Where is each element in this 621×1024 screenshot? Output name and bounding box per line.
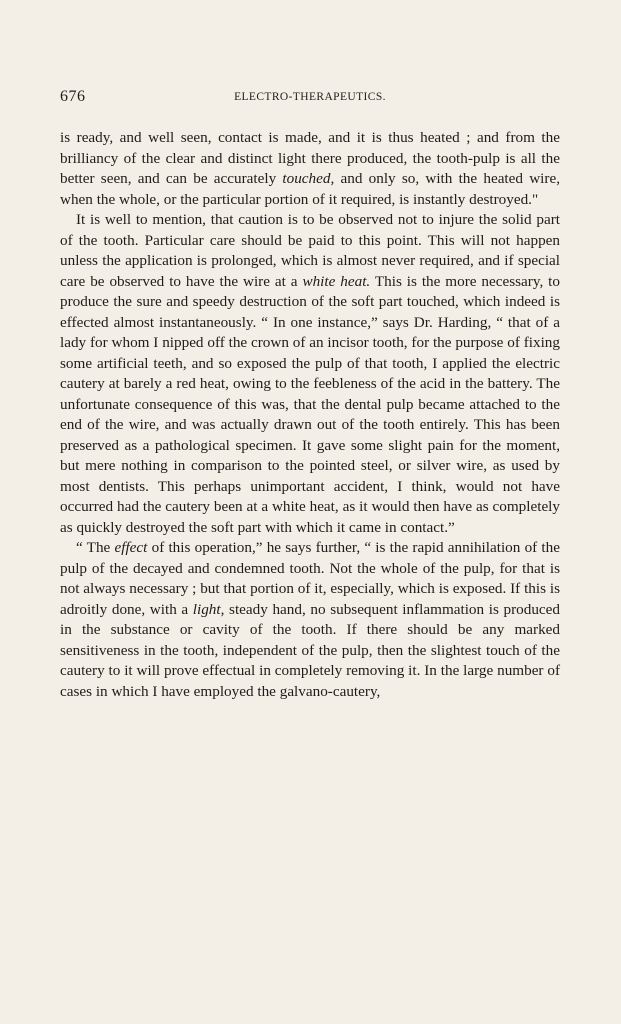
paragraph-3: “ The effect of this operation,” he says further, “ is the rapid annihilation of the pulp of the decayed and condemned tooth. Not the whole of the pulp, for that is not always necessary ; but that portion of it, especially, which is exposed. If this is adroitly done, with a light, steady hand, no subsequent inflammation is produced in the substance or cavity of the tooth. If there should be any marked sensitiveness in the tooth, independent of the pulp, then the slightest touch of the cautery to it will prove effectual in completely removing it. In the large number of cases in which I have employed the galvano-cautery, (60, 539, 560, 700)
page-header (60, 88, 560, 110)
running-head: ELECTRO-THERAPEUTICS. (234, 91, 386, 103)
paragraph-2: It is well to mention, that caution is to be observed not to injure the solid part of the tooth. Particular care should be paid to this point. This will not happen unless the application is prolonged, which is almost never required, and if special care be observed to have the wire at a white heat. This is the more necessary, to produce the sure and speedy destruction of the soft part touched, which indeed is effected almost instantaneously. “ In one instance,” says Dr. Harding, “ that of a lady for whom I nipped off the crown of an incisor tooth, for the purpose of fixing some artificial teeth, and so exposed the pulp of that tooth, I applied the electric cautery at barely a red heat, owing to the feebleness of the acid in the battery. The unfortunate consequence of this was, that the dental pulp became attached to the end of the wire, and was actually drawn out of the tooth entirely. This has been preserved as a pathological specimen. It gave some slight pain for the moment, but mere nothing in comparison to the pointed steel, or silver wire, as used by most dentists. This perhaps unimportant accident, I think, would not have occurred had the cautery been at a white heat, as it would then have as completely as quickly destroyed the soft part with which it came in contact.” (60, 211, 560, 536)
page-number: 676 (60, 88, 86, 105)
body-text (60, 128, 560, 702)
paragraph-1: is ready, and well seen, contact is made, and it is thus heated ; and from the brilliancy of the clear and distinct light there produced, the tooth-pulp is all the better seen, and can be accurately touched, and only so, with the heated wire, when the whole, or the particular portion of it required, is instantly destroyed." (60, 129, 560, 208)
book-page (60, 88, 560, 702)
